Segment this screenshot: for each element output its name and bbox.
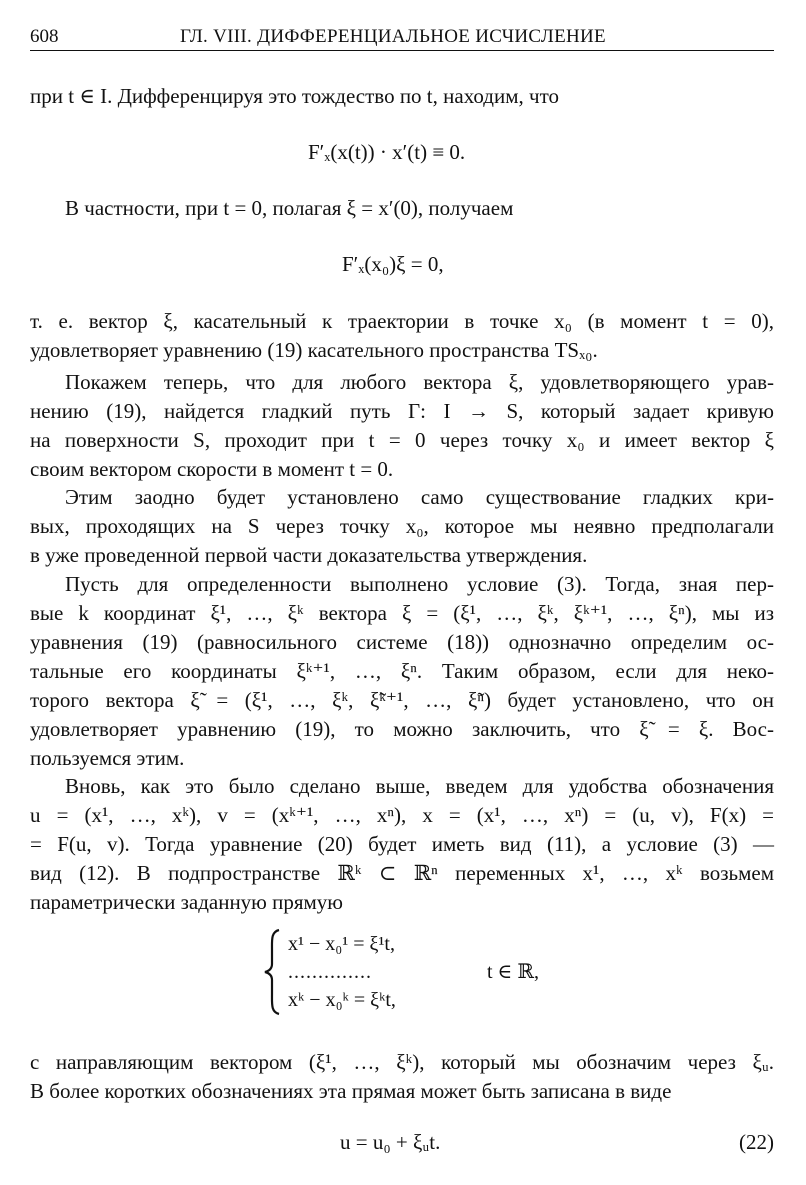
equation-number: (22) [739,1130,774,1154]
text-line: удовлетворяет уравнению (19) касательного пространства TSₓ₀. [30,338,598,362]
text-line: В более коротких обозначениях эта прямая может быть записана в виде [30,1079,672,1103]
text-line: В частности, при t = 0, полагая ξ = x′(0), получаем [65,196,514,220]
equation-22: u = u₀ + ξᵤt. [340,1130,441,1154]
system-row-1: x¹ − x₀¹ = ξ¹t, [288,933,395,955]
text-line: с направляющим вектором (ξ¹, …, ξᵏ), который мы обозначим через ξᵤ. [30,1050,774,1074]
text-line: торого вектора ξ̃ = (ξ¹, …, ξᵏ, ξ̃ᵏ⁺¹, …, ξ̃ⁿ) будет установлено, что он [30,688,774,712]
header-rule [30,50,774,51]
text-line: Вновь, как это было сделано выше, введем для удобства обозначения [65,774,774,798]
text-line: Покажем теперь, что для любого вектора ξ, удовлетворяющего урав- [65,370,774,394]
text-line: при t ∈ I. Дифференцируя это тождество по t, находим, что [30,84,559,108]
system-row-dots: .............. [288,961,372,983]
text-line: u = (x¹, …, xᵏ), v = (xᵏ⁺¹, …, xⁿ), x = (x¹, …, xⁿ) = (u, v), F(x) = [30,803,774,827]
text-line: т. е. вектор ξ, касательный к траектории в точке x₀ (в момент t = 0), [30,309,774,333]
equation-derivative-identity: F′ₓ(x(t)) · x′(t) ≡ 0. [308,140,466,164]
text-line: своим вектором скорости в момент t = 0. [30,457,394,481]
text-line: параметрически заданную прямую [30,890,343,914]
text-line: Пусть для определенности выполнено условие (3). Тогда, зная пер- [65,572,774,596]
text-line: нению (19), найдется гладкий путь Γ: I → S, который задает кривую [30,399,774,423]
text-line: тальные его координаты ξᵏ⁺¹, …, ξⁿ. Таким образом, если для неко- [30,659,774,683]
text-line: на поверхности S, проходит при t = 0 через точку x₀ и имеет вектор ξ [30,428,774,452]
text-line: пользуемся этим. [30,746,185,770]
equation-tangent: F′ₓ(x₀)ξ = 0, [342,252,444,276]
page-number: 608 [30,26,59,47]
text-line: вых, проходящих на S через точку x₀, которое мы неявно предполагали [30,514,774,538]
text-line: = F(u, v). Тогда уравнение (20) будет иметь вид (11), а условие (3) — [30,832,774,856]
text-line: удовлетворяет уравнению (19), то можно заключить, что ξ̃ = ξ. Вос- [30,717,774,741]
text-line: Этим заодно будет установлено само существование гладких кри- [65,485,774,509]
chapter-title: ГЛ. VIII. ДИФФЕРЕНЦИАЛЬНОЕ ИСЧИСЛЕНИЕ [180,26,606,47]
text-line: вые k координат ξ¹, …, ξᵏ вектора ξ = (ξ¹, …, ξᵏ, ξᵏ⁺¹, …, ξⁿ), мы из [30,601,774,625]
system-parameter: t ∈ ℝ, [487,961,539,983]
text-line: в уже проведенной первой части доказательства утверждения. [30,543,588,567]
text-line: уравнения (19) (равносильного системе (18)) однозначно определим ос- [30,630,774,654]
system-row-k: xᵏ − x₀ᵏ = ξᵏt, [288,989,396,1011]
left-brace [262,928,282,1016]
running-header [30,26,774,50]
text-line: вид (12). В подпространстве ℝᵏ ⊂ ℝⁿ переменных x¹, …, xᵏ возьмем [30,861,774,885]
